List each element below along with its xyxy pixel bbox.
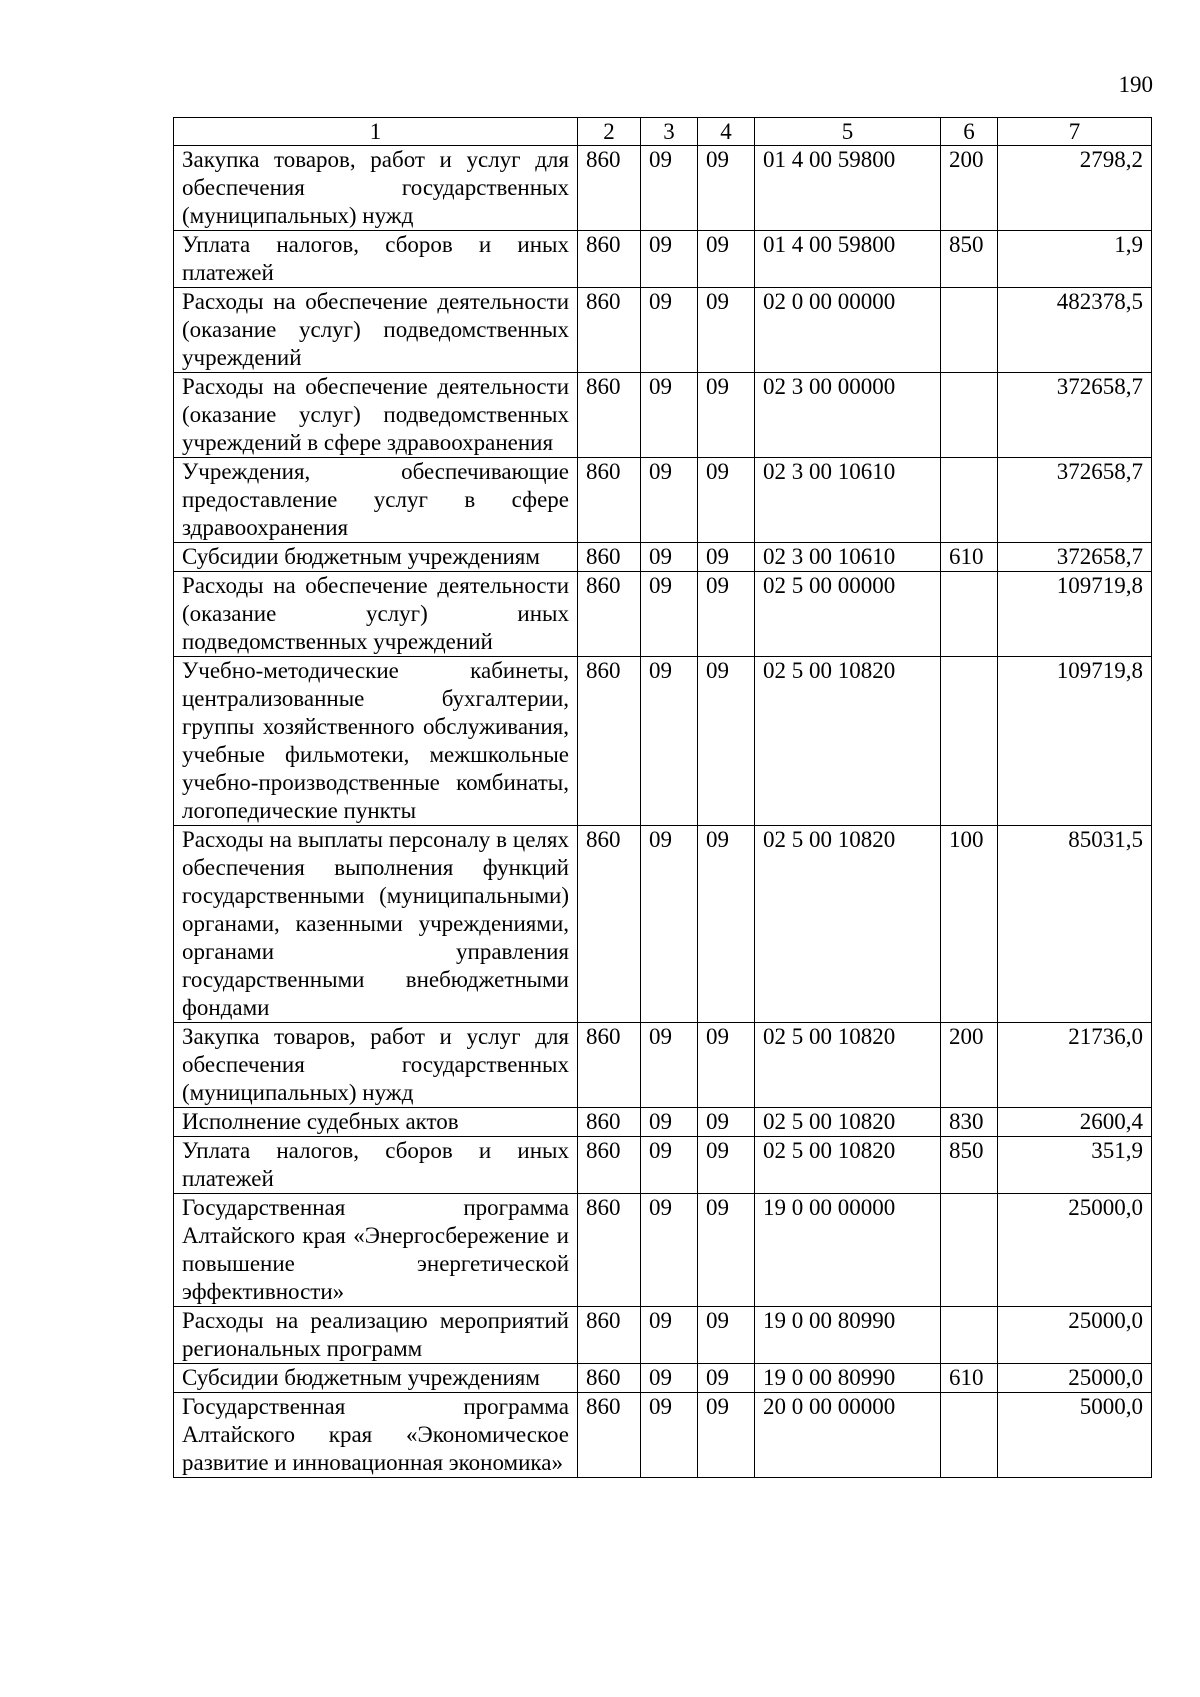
section-code-cell: 09 [641,543,698,572]
expense-name-cell: Расходы на обеспечение деятельности (оказание услуг) подведомственных учреждений в сфере здравоохранения [174,373,578,458]
table-row [174,1364,1152,1393]
expense-name-cell: Закупка товаров, работ и услуг для обеспечения государственных (муниципальных) нужд [174,1023,578,1108]
table-row [174,1393,1152,1478]
amount-cell: 351,9 [998,1137,1152,1194]
target-article-cell: 01 4 00 59800 [755,231,941,288]
section-code-cell: 09 [641,572,698,657]
expense-name-cell: Расходы на обеспечение деятельности (оказание услуг) подведомственных учреждений [174,288,578,373]
expense-name-cell: Расходы на выплаты персоналу в целях обеспечения выполнения функций государственными (муниципальными) органами, казенными учреждениями, органами управления государственными внебюджетными фондами [174,826,578,1023]
ministry-code-cell: 860 [578,231,641,288]
amount-cell: 2600,4 [998,1108,1152,1137]
section-code-cell: 09 [641,231,698,288]
target-article-cell: 02 5 00 00000 [755,572,941,657]
ministry-code-cell: 860 [578,1023,641,1108]
section-code-cell: 09 [641,826,698,1023]
expense-name-cell: Учреждения, обеспечивающие предоставление услуг в сфере здравоохранения [174,458,578,543]
expense-type-cell [941,572,998,657]
table-row [174,288,1152,373]
expense-type-cell [941,1393,998,1478]
target-article-cell: 02 5 00 10820 [755,826,941,1023]
expense-type-cell: 850 [941,231,998,288]
table-row [174,373,1152,458]
table-body [174,146,1152,1478]
section-code-cell: 09 [641,1364,698,1393]
section-code-cell: 09 [641,458,698,543]
expense-name-cell: Расходы на реализацию мероприятий региональных программ [174,1307,578,1364]
subsection-code-cell: 09 [698,1194,755,1307]
amount-cell: 482378,5 [998,288,1152,373]
header-row [174,118,1152,146]
target-article-cell: 19 0 00 80990 [755,1364,941,1393]
expense-name-cell: Уплата налогов, сборов и иных платежей [174,1137,578,1194]
ministry-code-cell: 860 [578,1307,641,1364]
table-row [174,1307,1152,1364]
target-article-cell: 02 5 00 10820 [755,1023,941,1108]
subsection-code-cell: 09 [698,826,755,1023]
subsection-code-cell: 09 [698,1108,755,1137]
ministry-code-cell: 860 [578,288,641,373]
amount-cell: 2798,2 [998,146,1152,231]
section-code-cell: 09 [641,657,698,826]
section-code-cell: 09 [641,373,698,458]
expense-name-cell: Субсидии бюджетным учреждениям [174,1364,578,1393]
ministry-code-cell: 860 [578,572,641,657]
subsection-code-cell: 09 [698,231,755,288]
ministry-code-cell: 860 [578,1108,641,1137]
section-code-cell: 09 [641,288,698,373]
table-row [174,657,1152,826]
column-header-4: 4 [698,118,755,146]
subsection-code-cell: 09 [698,543,755,572]
subsection-code-cell: 09 [698,373,755,458]
amount-cell: 25000,0 [998,1364,1152,1393]
subsection-code-cell: 09 [698,1023,755,1108]
subsection-code-cell: 09 [698,288,755,373]
amount-cell: 5000,0 [998,1393,1152,1478]
expense-name-cell: Государственная программа Алтайского края «Экономическое развитие и инновационная экономика» [174,1393,578,1478]
table-row [174,1194,1152,1307]
expense-type-cell: 850 [941,1137,998,1194]
table-row [174,1137,1152,1194]
ministry-code-cell: 860 [578,1137,641,1194]
ministry-code-cell: 860 [578,1194,641,1307]
ministry-code-cell: 860 [578,1364,641,1393]
expense-type-cell [941,1307,998,1364]
expense-type-cell: 200 [941,1023,998,1108]
amount-cell: 372658,7 [998,458,1152,543]
table-row [174,146,1152,231]
ministry-code-cell: 860 [578,657,641,826]
target-article-cell: 01 4 00 59800 [755,146,941,231]
amount-cell: 21736,0 [998,1023,1152,1108]
column-header-5: 5 [755,118,941,146]
column-header-3: 3 [641,118,698,146]
target-article-cell: 02 5 00 10820 [755,1108,941,1137]
table-row [174,231,1152,288]
budget-table [173,117,1152,1478]
expense-name-cell: Исполнение судебных актов [174,1108,578,1137]
ministry-code-cell: 860 [578,1393,641,1478]
ministry-code-cell: 860 [578,373,641,458]
amount-cell: 109719,8 [998,572,1152,657]
target-article-cell: 02 5 00 10820 [755,1137,941,1194]
expense-type-cell: 830 [941,1108,998,1137]
expense-type-cell [941,288,998,373]
column-header-7: 7 [998,118,1152,146]
subsection-code-cell: 09 [698,1364,755,1393]
ministry-code-cell: 860 [578,146,641,231]
amount-cell: 372658,7 [998,543,1152,572]
amount-cell: 109719,8 [998,657,1152,826]
expense-name-cell: Учебно-методические кабинеты, централизованные бухгалтерии, группы хозяйственного обслуживания, учебные фильмотеки, межшкольные учебно-производственные комбинаты, логопедические пункты [174,657,578,826]
column-header-1: 1 [174,118,578,146]
amount-cell: 372658,7 [998,373,1152,458]
subsection-code-cell: 09 [698,657,755,826]
table-row [174,826,1152,1023]
target-article-cell: 02 0 00 00000 [755,288,941,373]
expense-type-cell [941,373,998,458]
section-code-cell: 09 [641,146,698,231]
target-article-cell: 02 3 00 10610 [755,543,941,572]
subsection-code-cell: 09 [698,1307,755,1364]
ministry-code-cell: 860 [578,543,641,572]
expense-name-cell: Закупка товаров, работ и услуг для обеспечения государственных (муниципальных) нужд [174,146,578,231]
subsection-code-cell: 09 [698,458,755,543]
table-row [174,543,1152,572]
section-code-cell: 09 [641,1023,698,1108]
ministry-code-cell: 860 [578,458,641,543]
subsection-code-cell: 09 [698,1137,755,1194]
target-article-cell: 02 3 00 00000 [755,373,941,458]
table-row [174,458,1152,543]
amount-cell: 25000,0 [998,1307,1152,1364]
section-code-cell: 09 [641,1307,698,1364]
target-article-cell: 19 0 00 80990 [755,1307,941,1364]
column-header-6: 6 [941,118,998,146]
expense-type-cell [941,657,998,826]
expense-type-cell [941,458,998,543]
expense-name-cell: Государственная программа Алтайского края «Энергосбережение и повышение энергетической эффективности» [174,1194,578,1307]
expense-name-cell: Расходы на обеспечение деятельности (оказание услуг) иных подведомственных учреждений [174,572,578,657]
page-number: 190 [1118,72,1153,97]
subsection-code-cell: 09 [698,572,755,657]
ministry-code-cell: 860 [578,826,641,1023]
subsection-code-cell: 09 [698,146,755,231]
subsection-code-cell: 09 [698,1393,755,1478]
section-code-cell: 09 [641,1194,698,1307]
expense-type-cell: 610 [941,1364,998,1393]
expense-name-cell: Уплата налогов, сборов и иных платежей [174,231,578,288]
amount-cell: 1,9 [998,231,1152,288]
target-article-cell: 02 3 00 10610 [755,458,941,543]
table-row [174,1023,1152,1108]
target-article-cell: 02 5 00 10820 [755,657,941,826]
expense-type-cell: 100 [941,826,998,1023]
expense-type-cell: 610 [941,543,998,572]
amount-cell: 25000,0 [998,1194,1152,1307]
expense-name-cell: Субсидии бюджетным учреждениям [174,543,578,572]
section-code-cell: 09 [641,1393,698,1478]
column-header-2: 2 [578,118,641,146]
amount-cell: 85031,5 [998,826,1152,1023]
target-article-cell: 19 0 00 00000 [755,1194,941,1307]
section-code-cell: 09 [641,1108,698,1137]
table-row [174,572,1152,657]
table-row [174,1108,1152,1137]
expense-type-cell [941,1194,998,1307]
expense-type-cell: 200 [941,146,998,231]
section-code-cell: 09 [641,1137,698,1194]
target-article-cell: 20 0 00 00000 [755,1393,941,1478]
